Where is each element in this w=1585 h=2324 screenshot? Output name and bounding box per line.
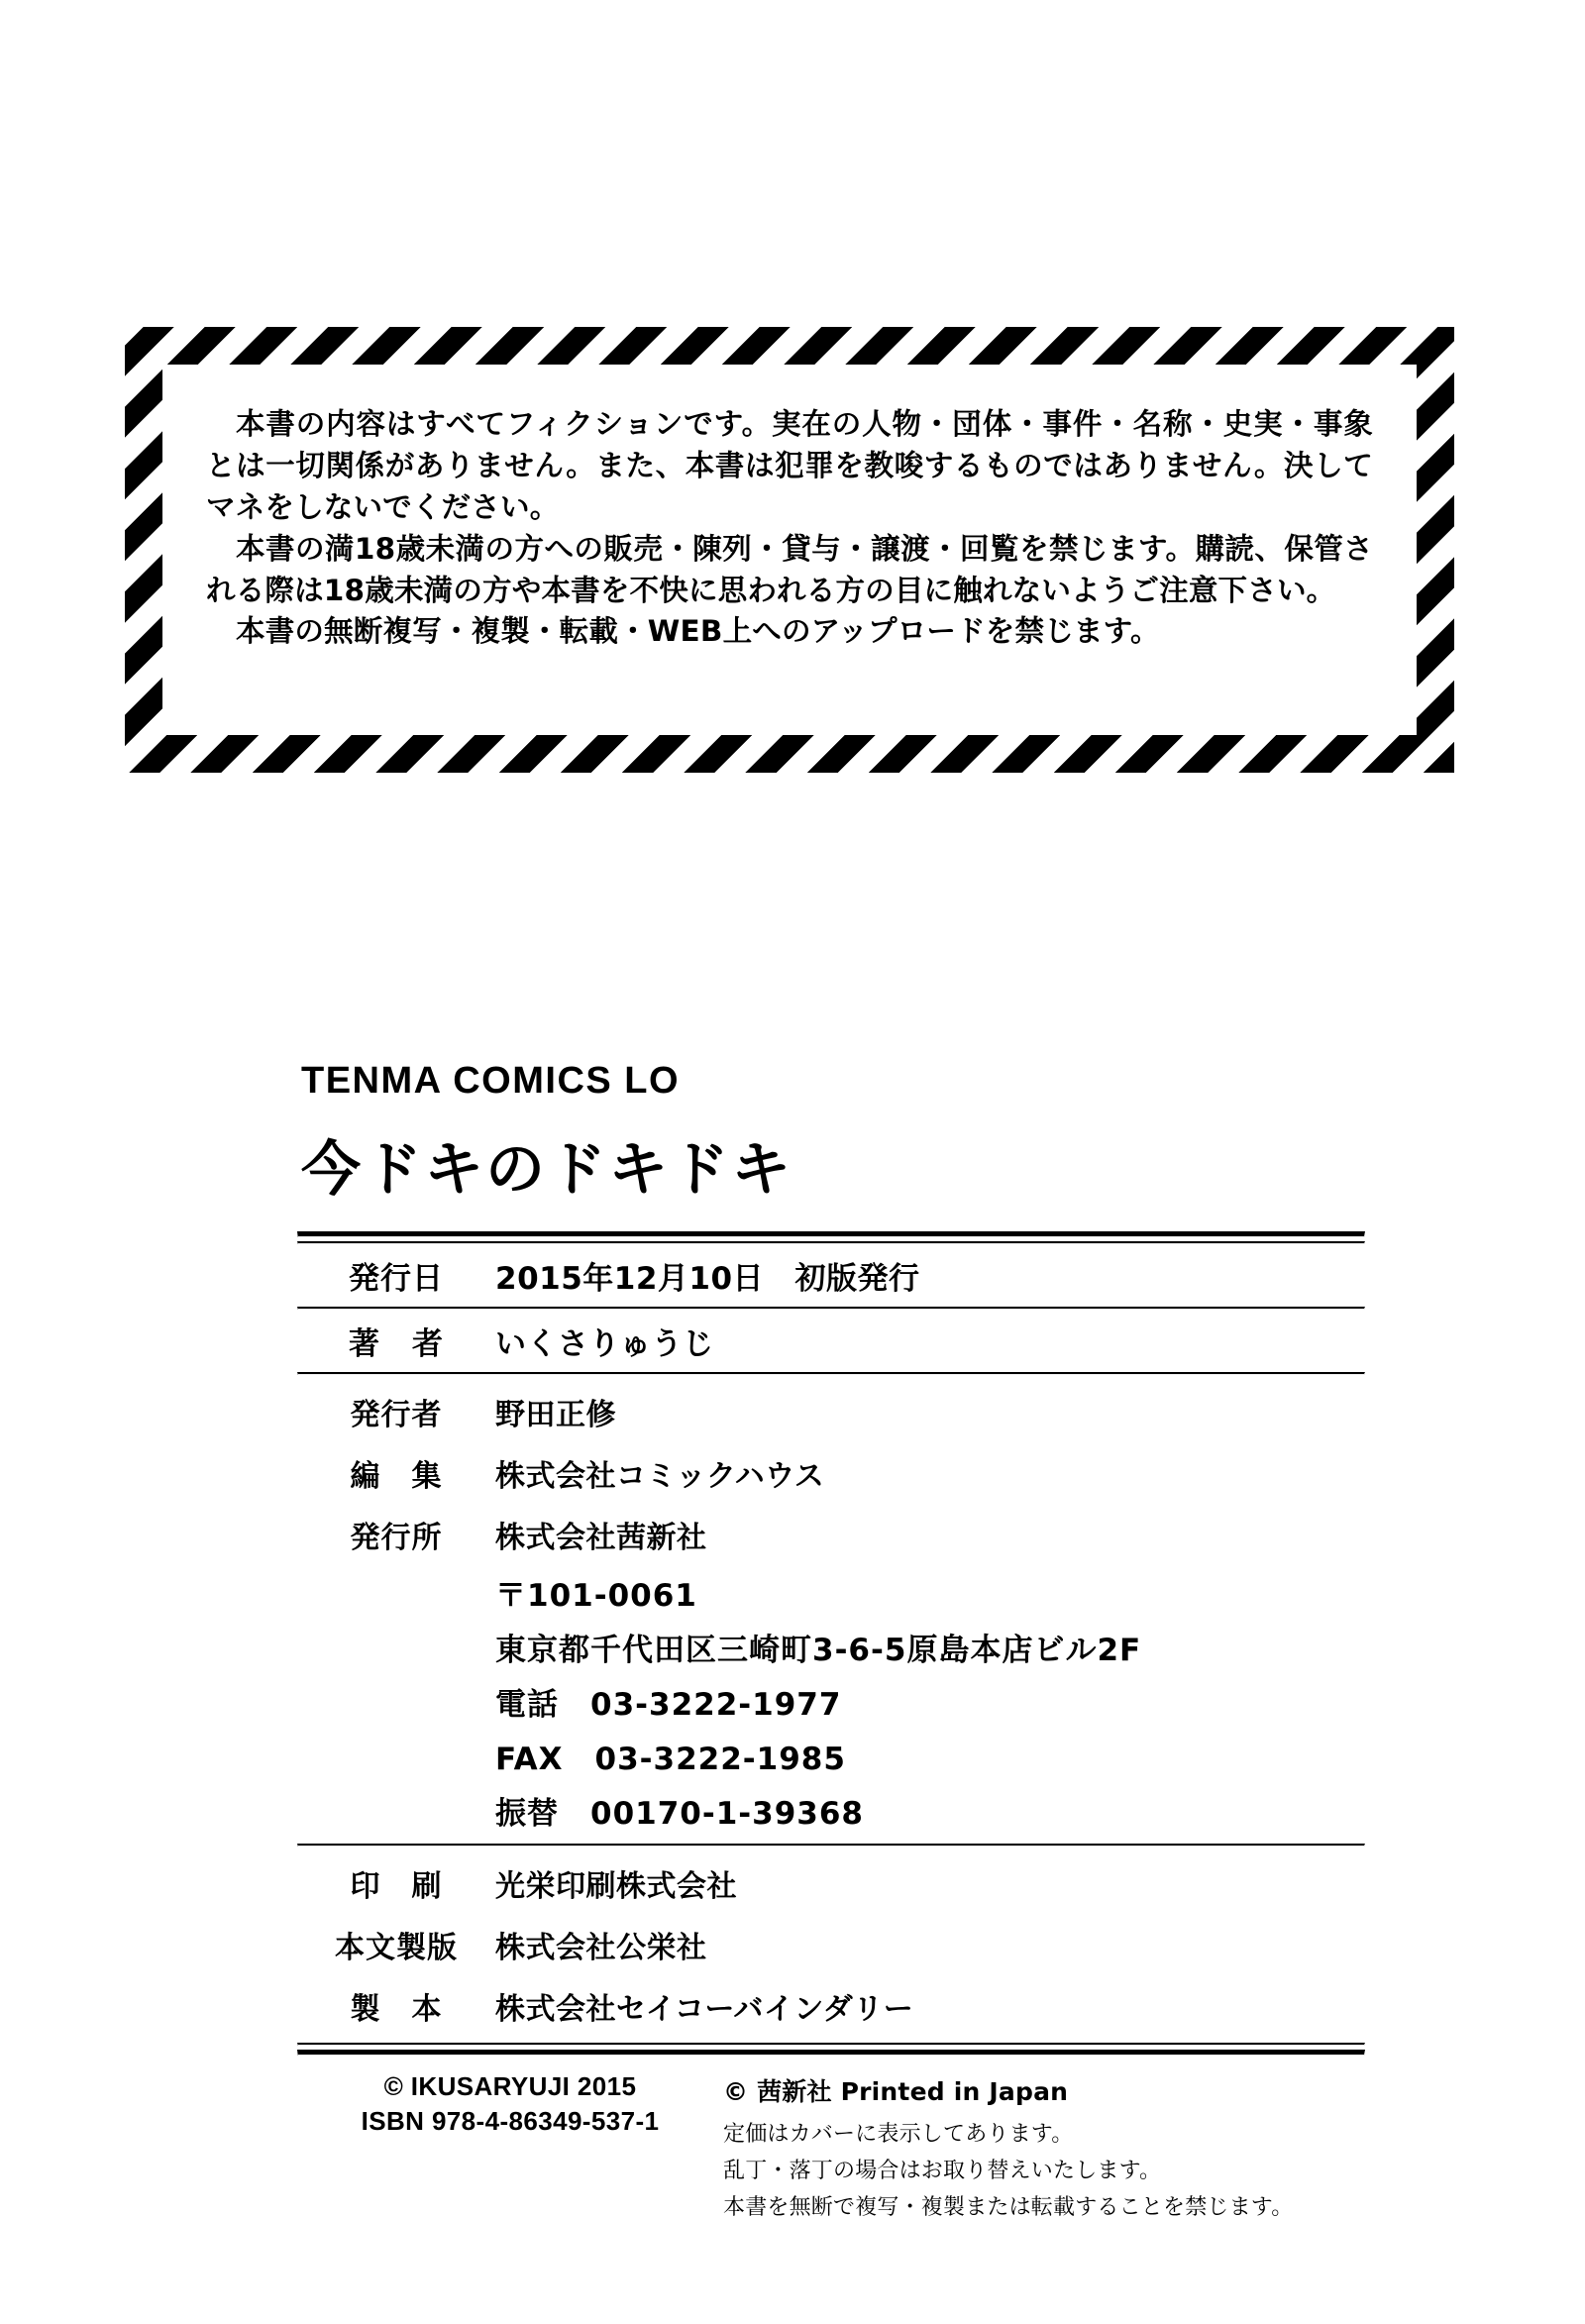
address-street: 東京都千代田区三崎町3-6-5原島本店ビル2F xyxy=(495,1633,1142,1668)
row-label: 製 本 xyxy=(350,1992,443,2027)
address-postal-code: 〒101-0061 xyxy=(495,1578,697,1614)
footer-note-1: 定価はカバーに表示してあります。 xyxy=(723,2122,1074,2147)
row-value: 株式会社コミックハウス xyxy=(495,1459,825,1494)
colophon-row-editing xyxy=(297,1442,1365,1504)
row-label: 印 刷 xyxy=(350,1869,443,1904)
row-label: 編 集 xyxy=(350,1459,443,1494)
footer-copyright-block xyxy=(297,2069,723,2224)
row-value: 株式会社茜新社 xyxy=(495,1521,707,1555)
colophon xyxy=(297,1060,1365,2224)
book-title: 今ドキのドキドキ xyxy=(301,1135,792,1205)
disclaimer-paragraph-1: 本書の内容はすべてフィクションです。実在の人物・団体・事件・名称・史実・事象とは一切関係がありません。また、本書は犯罪を教唆するものではありません。決してマネをしないでください。 xyxy=(206,407,1373,524)
address-fax: FAX 03-3222-1985 xyxy=(495,1742,846,1777)
production-block xyxy=(297,1847,1365,2043)
colophon-row-binding xyxy=(297,1975,1365,2037)
row-label: 発行所 xyxy=(350,1521,443,1555)
isbn-line: ISBN 978-4-86349-537-1 xyxy=(361,2106,660,2136)
address-phone: 電話 03-3222-1977 xyxy=(495,1687,842,1723)
colophon-row-typesetting xyxy=(297,1914,1365,1975)
row-label: 発行者 xyxy=(350,1398,443,1432)
publisher-address-block xyxy=(495,1565,1365,1838)
colophon-row-publication-date xyxy=(297,1244,1365,1307)
row-value: 2015年12月10日 初版発行 xyxy=(495,1261,920,1297)
disclaimer-box xyxy=(125,327,1454,773)
disclaimer-paragraph-2: 本書の満18歳未満の方への販売・陳列・貸与・譲渡・回覧を禁じます。購読、保管される際は18歳未満の方や本書を不快に思われる方の目に触れないようご注意下さい。 xyxy=(206,531,1373,607)
copyright-line: © IKUSARYUJI 2015 xyxy=(383,2071,637,2101)
row-label: 著 者 xyxy=(349,1326,444,1362)
imprint-line: © 茜新社 Printed in Japan xyxy=(723,2077,1069,2106)
colophon-row-issuer xyxy=(297,1381,1365,1442)
colophon-footer xyxy=(297,2056,1365,2224)
publisher-block xyxy=(297,1375,1365,1844)
footer-note-2: 乱丁・落丁の場合はお取り替えいたします。 xyxy=(723,2159,1162,2183)
colophon-row-printing xyxy=(297,1852,1365,1914)
row-label: 発行日 xyxy=(349,1261,444,1297)
disclaimer-text-area xyxy=(162,365,1417,735)
series-name: TENMA COMICS LO xyxy=(301,1060,681,1102)
colophon-row-author xyxy=(297,1310,1365,1372)
colophon-row-publisher xyxy=(297,1504,1365,1565)
row-value: 株式会社セイコーバインダリー xyxy=(495,1992,914,2027)
row-value: 株式会社公栄社 xyxy=(495,1931,707,1965)
row-label: 本文製版 xyxy=(335,1931,458,1965)
address-furikae: 振替 00170-1-39368 xyxy=(495,1796,865,1832)
footer-notes-block xyxy=(723,2069,1293,2224)
row-value: 光栄印刷株式会社 xyxy=(495,1869,737,1904)
footer-note-3: 本書を無断で複写・複製または転載することを禁じます。 xyxy=(723,2195,1294,2220)
disclaimer-paragraph-3: 本書の無断複写・複製・転載・WEB上へのアップロードを禁じます。 xyxy=(236,614,1160,649)
row-value: いくさりゅうじ xyxy=(495,1326,714,1362)
row-value: 野田正修 xyxy=(495,1398,616,1432)
